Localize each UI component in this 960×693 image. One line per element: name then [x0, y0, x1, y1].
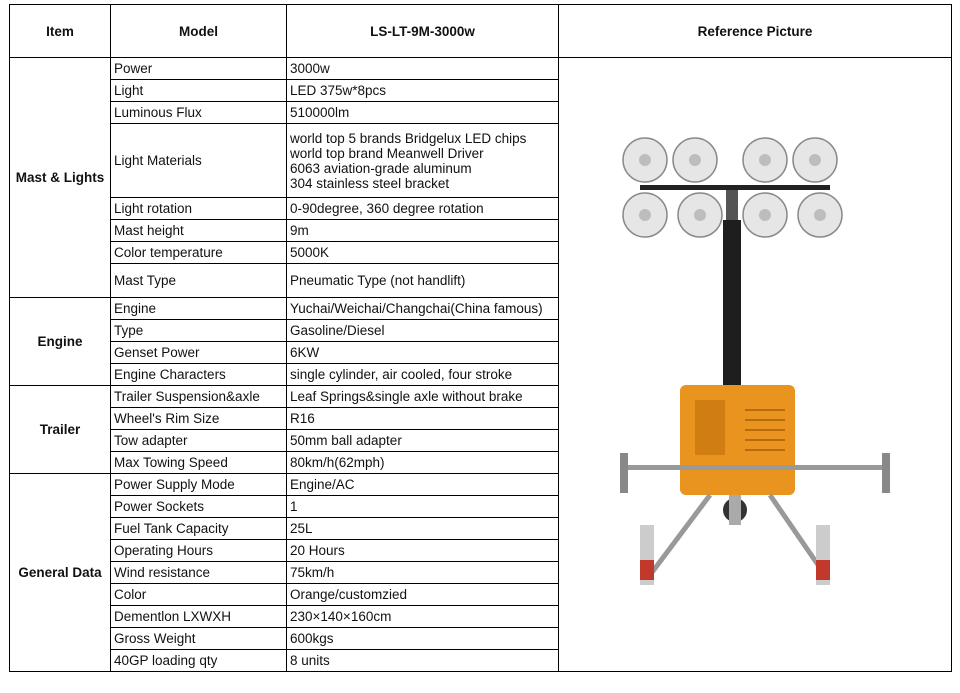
spec-label: Power Supply Mode — [111, 474, 287, 496]
spec-value-multiline — [287, 124, 559, 198]
spec-label: Luminous Flux — [111, 102, 287, 124]
spec-value: 8 units — [287, 650, 559, 672]
spec-label: Wheel's Rim Size — [111, 408, 287, 430]
spec-value: 25L — [287, 518, 559, 540]
spec-value: Leaf Springs&single axle without brake — [287, 386, 559, 408]
spec-label: Mast Type — [111, 264, 287, 298]
spec-label: Genset Power — [111, 342, 287, 364]
group-engine: Engine — [10, 298, 111, 386]
spec-value: 230×140×160cm — [287, 606, 559, 628]
spec-line: 6063 aviation-grade aluminum — [290, 160, 472, 176]
spec-label: Gross Weight — [111, 628, 287, 650]
spec-value: Engine/AC — [287, 474, 559, 496]
spec-value: 80km/h(62mph) — [287, 452, 559, 474]
table-row — [10, 58, 952, 80]
spec-value: 9m — [287, 220, 559, 242]
reference-picture — [559, 58, 952, 672]
spec-line: world top 5 brands Bridgelux LED chips — [290, 130, 527, 146]
spec-value: Pneumatic Type (not handlift) — [287, 264, 559, 298]
spec-table — [9, 4, 952, 672]
spec-label: Fuel Tank Capacity — [111, 518, 287, 540]
spec-label: Wind resistance — [111, 562, 287, 584]
spec-label: Dementlon LXWXH — [111, 606, 287, 628]
header-item: Item — [10, 5, 111, 58]
spec-label: Light — [111, 80, 287, 102]
spec-value: 5000K — [287, 242, 559, 264]
spec-value: LED 375w*8pcs — [287, 80, 559, 102]
spec-label: Light Materials — [111, 124, 287, 198]
spec-label: Engine Characters — [111, 364, 287, 386]
spec-label: Mast height — [111, 220, 287, 242]
spec-value: 50mm ball adapter — [287, 430, 559, 452]
spec-value: 6KW — [287, 342, 559, 364]
spec-value: 1 — [287, 496, 559, 518]
spec-value: 600kgs — [287, 628, 559, 650]
spec-value: single cylinder, air cooled, four stroke — [287, 364, 559, 386]
spec-line: 304 stainless steel bracket — [290, 175, 450, 191]
spec-value: Gasoline/Diesel — [287, 320, 559, 342]
spec-label: Engine — [111, 298, 287, 320]
spec-label: Type — [111, 320, 287, 342]
group-trailer: Trailer — [10, 386, 111, 474]
spec-label: Power Sockets — [111, 496, 287, 518]
header-reference: Reference Picture — [559, 5, 952, 58]
spec-value: 0-90degree, 360 degree rotation — [287, 198, 559, 220]
header-model: Model — [111, 5, 287, 58]
spec-value: 3000w — [287, 58, 559, 80]
spec-label: Light rotation — [111, 198, 287, 220]
spec-label: Tow adapter — [111, 430, 287, 452]
spec-value: R16 — [287, 408, 559, 430]
header-row — [10, 5, 952, 58]
header-model-value: LS-LT-9M-3000w — [287, 5, 559, 58]
spec-line: world top brand Meanwell Driver — [290, 145, 484, 161]
spec-label: Max Towing Speed — [111, 452, 287, 474]
spec-label: Color temperature — [111, 242, 287, 264]
group-general-data: General Data — [10, 474, 111, 672]
spec-label: 40GP loading qty — [111, 650, 287, 672]
spec-value: 510000lm — [287, 102, 559, 124]
spec-value: 75km/h — [287, 562, 559, 584]
spec-label: Color — [111, 584, 287, 606]
group-mast-lights: Mast & Lights — [10, 58, 111, 298]
spec-value: Orange/customzied — [287, 584, 559, 606]
light-tower-icon — [620, 135, 890, 595]
spec-label: Operating Hours — [111, 540, 287, 562]
spec-label: Power — [111, 58, 287, 80]
spec-value: Yuchai/Weichai/Changchai(China famous) — [287, 298, 559, 320]
spec-label: Trailer Suspension&axle — [111, 386, 287, 408]
spec-value: 20 Hours — [287, 540, 559, 562]
